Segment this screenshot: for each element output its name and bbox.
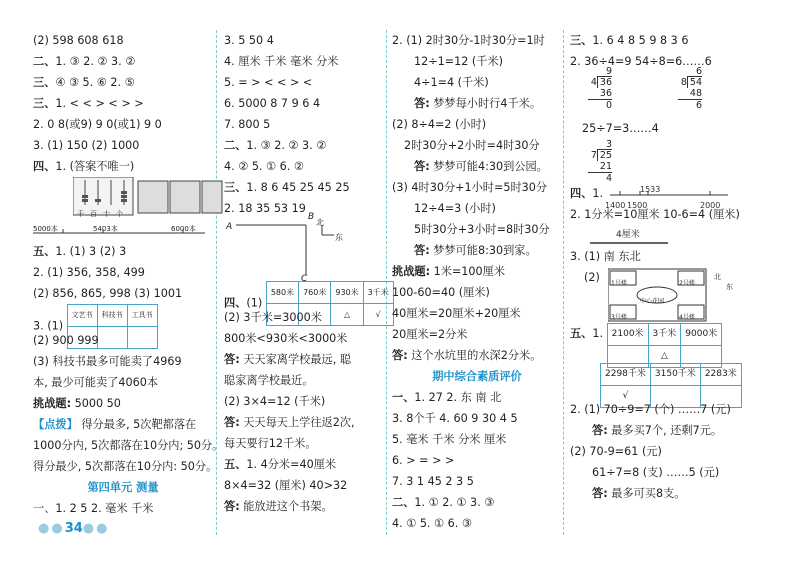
- answer-line: 答: 梦梦每小时行4千米。: [414, 97, 542, 110]
- number-line-label: 5403本: [93, 225, 118, 233]
- compass-north-label: 北: [316, 218, 324, 227]
- direction-diagram-svg: [224, 219, 374, 281]
- answer-line: 1000分内, 5次都落在10分内; 50分。: [33, 439, 224, 452]
- answer-line: 800米<930米<3000米: [224, 332, 348, 345]
- table-cell: △: [331, 304, 363, 326]
- answer-line: 2. (1) 2时30分-1时30分=1时: [392, 34, 545, 47]
- column-2: [224, 30, 389, 517]
- answer-line: 6. 5000 8 7 9 6 4: [224, 97, 321, 110]
- table-cell: 3千米: [363, 282, 393, 304]
- answer-line: (3) 4时30分+1小时=5时30分: [392, 181, 548, 194]
- table-cell: 文艺书: [67, 305, 97, 327]
- answer-line: 7. 800 5: [224, 118, 271, 131]
- compass-east-label: 东: [726, 283, 733, 291]
- answer-line: 挑战题: 5000 50: [33, 397, 121, 410]
- answer-line: 5时30分+3小时=8时30分: [414, 223, 550, 236]
- map-label: 2号楼: [679, 280, 695, 287]
- table-cell: 930米: [331, 282, 363, 304]
- answer-line: 40厘米=20厘米+20厘米: [392, 307, 521, 320]
- long-division-1: 9 4 36 36 0: [588, 66, 612, 111]
- answer-line: 三、1. 6 4 8 5 9 8 3 6: [570, 34, 689, 47]
- answer-line: 3. (1) 南 东北: [570, 250, 641, 263]
- column-divider: [563, 30, 564, 535]
- compass-north-label: 北: [714, 273, 721, 281]
- compass-east-label: 东: [335, 233, 343, 242]
- abacus-figure: [33, 177, 213, 219]
- table-cell: 3150千米: [650, 364, 700, 386]
- answer-line: 答: 能放进这个书架。: [224, 500, 333, 513]
- answer-line: 3. 5 50 4: [224, 34, 274, 47]
- answer-line: 2. 1分米=10厘米 10-6=4 (厘米): [570, 208, 740, 221]
- table-cell: 2100米: [607, 324, 648, 346]
- answer-line: (2) 598 608 618: [33, 34, 124, 47]
- answer-line: 五、1. (1) 3 (2) 3: [33, 245, 127, 258]
- answer-line: 一、1. 27 2. 东 南 北: [392, 391, 502, 404]
- point-label: B: [308, 212, 315, 222]
- answer-line: 12÷1=12 (千米): [414, 55, 503, 68]
- table-cell: 2298千米: [601, 364, 651, 386]
- number-line-label: 2000: [700, 201, 721, 210]
- answer-line: 7. 3 1 45 2 3 5: [392, 475, 474, 488]
- answer-line: 2. 0 8(或9) 9 0(或1) 9 0: [33, 118, 162, 131]
- table-cell: 9000米: [681, 324, 722, 346]
- length-segment: [570, 225, 785, 246]
- map-label: 1号楼: [611, 280, 627, 287]
- number-line-label: 1400: [605, 201, 626, 210]
- answer-line: 61÷7=8 (支) ……5 (元): [592, 466, 720, 479]
- table-cell: 2283米: [700, 364, 741, 386]
- answer-line: (2) 8÷4=2 (小时): [392, 118, 487, 131]
- answer-line: 二、1. ③ 2. ② 3. ②: [224, 139, 327, 152]
- answer-line: 4. ② 5. ① 6. ②: [224, 160, 304, 173]
- answer-line: [570, 363, 785, 399]
- answer-line: 答: 这个水坑里的水深2分米。: [392, 349, 542, 362]
- point-label: C: [301, 274, 308, 284]
- point-label: A: [226, 222, 233, 232]
- long-division-3: [570, 139, 785, 183]
- answer-line: 四、1. 1400 1500 1533 2000: [570, 183, 785, 204]
- answer-line: 答: 梦梦可能4:30到公园。: [414, 160, 548, 173]
- number-line-label: 5000本: [33, 225, 58, 233]
- answer-line: 三、④ ③ 5. ⑥ 2. ⑤: [33, 76, 135, 89]
- unit-title: 第四单元 测量: [87, 481, 159, 494]
- table-cell: [97, 327, 127, 349]
- answer-line: 8×4=32 (厘米) 40>32: [224, 479, 348, 492]
- number-line-label: 1533: [640, 185, 661, 194]
- answer-line: 挑战题: 1米=100厘米: [392, 265, 506, 278]
- answer-line: 6. > = > >: [392, 454, 455, 467]
- answer-line: (2) 3×4=12 (千米): [224, 395, 326, 408]
- table-cell: √: [363, 304, 393, 326]
- distance-table-1: [607, 323, 723, 368]
- answer-line: 100-60=40 (厘米): [392, 286, 490, 299]
- answer-line: (2) 856, 865, 998 (3) 1001: [33, 287, 183, 300]
- answer-line: (2) 900 999: [33, 334, 99, 347]
- answer-line: 答: 天天每天上学往返2次,: [224, 416, 355, 429]
- table-cell: △: [648, 346, 681, 368]
- answer-line: 二、1. ③ 2. ② 3. ②: [33, 55, 136, 68]
- answer-line: 5. 毫米 千米 分米 厘米: [392, 433, 507, 446]
- answer-line: 3. 8个千 4. 60 9 30 4 5: [392, 412, 518, 425]
- answer-line: 答: 梦梦可能8:30到家。: [414, 244, 537, 257]
- answer-line: 每天要行12千米。: [224, 437, 317, 450]
- direction-diagram: [224, 212, 384, 284]
- answer-line: 2. 18 35 53 19: [224, 202, 306, 215]
- answer-line: (3) 科技书最多可能卖了4969: [33, 355, 182, 368]
- column-1: [33, 30, 224, 519]
- answer-line: 5. = > < < > <: [224, 76, 313, 89]
- answer-line: 本, 最少可能卖了4060本: [33, 376, 159, 389]
- answer-line: 3. (1) 150 (2) 1000: [33, 139, 140, 152]
- column-3: [392, 30, 562, 534]
- segment-label: 4厘米: [616, 230, 640, 240]
- answer-line: (2) 70-9=61 (元): [570, 445, 662, 458]
- column-4: [570, 30, 785, 504]
- answer-line: 答: 最多买7个, 还剩7元。: [592, 424, 723, 437]
- answer-line: 答: 天天家离学校最远, 聪: [224, 353, 352, 366]
- answer-line: 25÷7=3……4: [582, 122, 659, 135]
- answer-line: 4. ① 5. ① 6. ③: [392, 517, 472, 530]
- answer-line: 三、1. 8 6 45 25 45 25: [224, 181, 350, 194]
- segment-svg: [590, 239, 670, 247]
- map-label: 中心花园: [640, 298, 665, 305]
- number-line-label: 6000本: [171, 225, 196, 233]
- table-cell: 580米: [266, 282, 298, 304]
- answer-line: 五、1. 2100米 3千米 9000米 △: [570, 323, 785, 363]
- answer-line: 一、1. 2 5 2. 毫米 千米: [33, 502, 154, 515]
- long-division-3-body: 3 7 25 21 4: [588, 139, 612, 184]
- long-division-2: 6 8 54 48 6: [678, 66, 702, 111]
- abacus-labels: 千百十个: [77, 210, 129, 218]
- answer-line: 2. (1) 356, 358, 499: [33, 266, 145, 279]
- answer-line: 12÷4=3 (小时): [414, 202, 496, 215]
- answer-line: 3. (1) 文艺书 科技书 工具书: [33, 304, 213, 330]
- campus-map: [570, 267, 785, 323]
- long-division-figures: [570, 66, 785, 118]
- answer-line: 二、1. ① 2. ① 3. ③: [392, 496, 495, 509]
- answer-line: 4÷1=4 (千米): [414, 76, 489, 89]
- answer-line: (2) 3千米=3000米: [224, 311, 322, 324]
- answer-line: 2. 36÷4=9 54÷8=6……6: [570, 55, 712, 68]
- table-cell: 工具书: [127, 305, 157, 327]
- answer-line: 得分最少, 5次都落在10分内: 50分。: [33, 460, 218, 473]
- table-cell: 760米: [299, 282, 331, 304]
- table-cell: [127, 327, 157, 349]
- number-line-label: 1500: [627, 201, 648, 210]
- answer-line: 答: 最多可买8支。: [592, 487, 686, 500]
- page-number: ●●34●●: [38, 521, 110, 536]
- answer-line: 四、1. (答案不唯一): [33, 160, 135, 173]
- answer-line: 20厘米=2分米: [392, 328, 468, 341]
- decoration-dots: ●●: [38, 521, 65, 536]
- answer-line: 四、(1) 580米 760米 930米 3千米 △ √: [224, 281, 384, 307]
- sub-question-label: (2): [584, 271, 600, 284]
- answer-line: 聪家离学校最近。: [224, 374, 314, 387]
- section-title: 期中综合素质评价: [432, 370, 522, 383]
- map-label: 4号楼: [679, 314, 695, 321]
- table-cell: √: [601, 386, 651, 408]
- table-cell: 科技书: [97, 305, 127, 327]
- answer-line: 2. (1) 70÷9=7 (个) ……7 (元): [570, 403, 731, 416]
- number-line: [33, 219, 213, 241]
- answer-line: 五、1. 4分米=40厘米: [224, 458, 337, 471]
- decoration-dots: ●●: [82, 521, 110, 536]
- map-label: 3号楼: [611, 314, 627, 321]
- answer-line: 【点拨】 得分最多, 5次靶都落在: [33, 418, 197, 431]
- answer-line: 2时30分+2小时=4时30分: [404, 139, 540, 152]
- answer-line: 三、1. < < > < > >: [33, 97, 144, 110]
- table-cell: 3千米: [648, 324, 681, 346]
- answer-line: 4. 厘米 千米 毫米 分米: [224, 55, 339, 68]
